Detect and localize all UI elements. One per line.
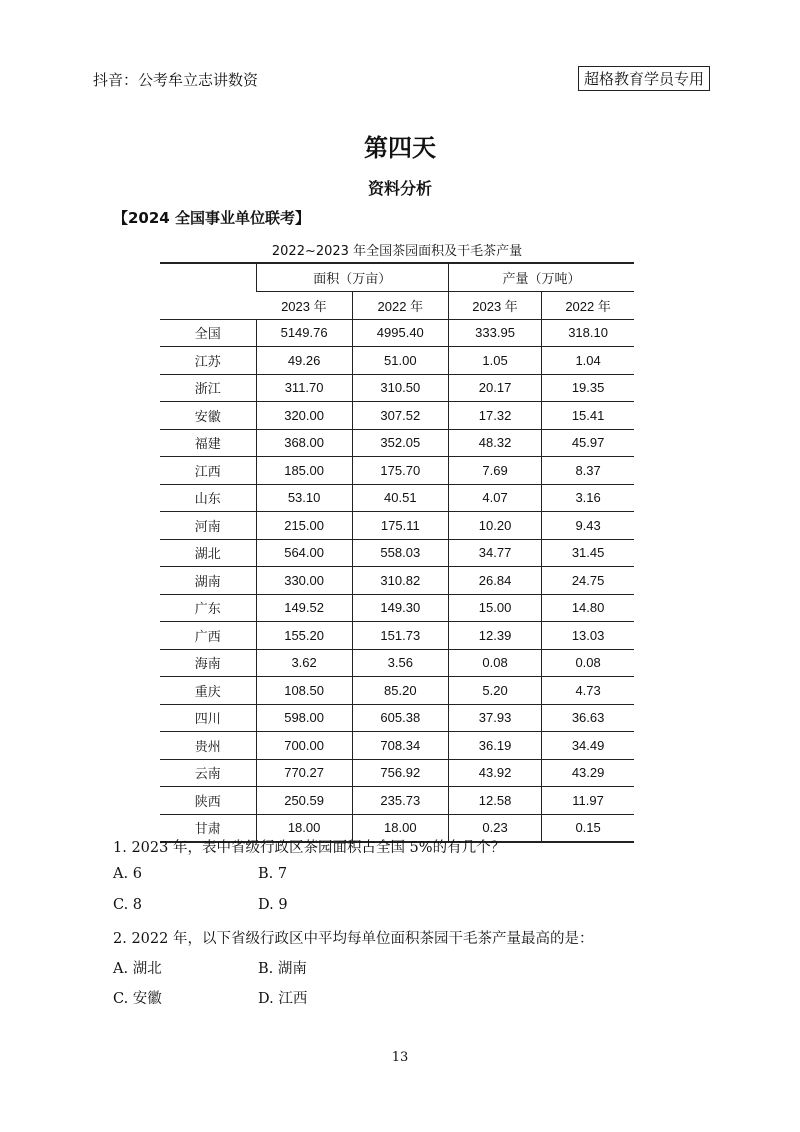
year-header-output-2022: 2022 年 xyxy=(542,291,634,319)
region-cell: 江西 xyxy=(160,457,256,485)
area-2023-cell: 3.62 xyxy=(256,649,352,677)
region-cell: 湖南 xyxy=(160,567,256,595)
area-2022-cell: 307.52 xyxy=(352,402,448,430)
output-2022-cell: 31.45 xyxy=(542,539,634,567)
table-group-header-row xyxy=(160,263,634,291)
page-number: 13 xyxy=(391,1050,409,1065)
year-header-area-2023: 2023 年 xyxy=(256,291,352,319)
output-2023-cell: 48.32 xyxy=(448,429,541,457)
question-1-option-c: C. 8 xyxy=(113,897,143,913)
table-row xyxy=(160,787,634,815)
header-right-badge: 超格教育学员专用 xyxy=(578,66,710,91)
output-2022-cell: 43.29 xyxy=(542,759,634,787)
area-2022-cell: 756.92 xyxy=(352,759,448,787)
question-2-option-c: C. 安徽 xyxy=(113,991,162,1007)
page-subtitle: 资料分析 xyxy=(367,179,432,198)
question-1-option-d: D. 9 xyxy=(258,897,288,913)
output-2022-cell: 11.97 xyxy=(542,787,634,815)
area-2023-cell: 770.27 xyxy=(256,759,352,787)
area-2022-cell: 4995.40 xyxy=(352,319,448,347)
output-2023-cell: 10.20 xyxy=(448,512,541,540)
output-2022-cell: 19.35 xyxy=(542,374,634,402)
area-2023-cell: 320.00 xyxy=(256,402,352,430)
table-row xyxy=(160,704,634,732)
area-2022-cell: 40.51 xyxy=(352,484,448,512)
output-2022-cell: 36.63 xyxy=(542,704,634,732)
area-2023-cell: 49.26 xyxy=(256,347,352,375)
output-2022-cell: 318.10 xyxy=(542,319,634,347)
region-cell: 四川 xyxy=(160,704,256,732)
area-2023-cell: 18.00 xyxy=(256,814,352,842)
area-2022-cell: 3.56 xyxy=(352,649,448,677)
region-cell: 广东 xyxy=(160,594,256,622)
output-2023-cell: 43.92 xyxy=(448,759,541,787)
area-2023-cell: 53.10 xyxy=(256,484,352,512)
region-cell: 福建 xyxy=(160,429,256,457)
area-2023-cell: 598.00 xyxy=(256,704,352,732)
table-caption: 2022~2023 年全国茶园面积及干毛茶产量 xyxy=(271,244,523,259)
output-2022-cell: 4.73 xyxy=(542,677,634,705)
output-2023-cell: 26.84 xyxy=(448,567,541,595)
region-cell: 湖北 xyxy=(160,539,256,567)
output-2023-cell: 5.20 xyxy=(448,677,541,705)
output-2023-cell: 12.58 xyxy=(448,787,541,815)
area-2022-cell: 605.38 xyxy=(352,704,448,732)
table-row xyxy=(160,649,634,677)
area-2022-cell: 175.11 xyxy=(352,512,448,540)
output-2022-cell: 0.08 xyxy=(542,649,634,677)
region-cell: 陕西 xyxy=(160,787,256,815)
output-2023-cell: 36.19 xyxy=(448,732,541,760)
output-2022-cell: 9.43 xyxy=(542,512,634,540)
table-row xyxy=(160,759,634,787)
output-2023-cell: 1.05 xyxy=(448,347,541,375)
region-cell: 全国 xyxy=(160,319,256,347)
year-header-area-2022: 2022 年 xyxy=(352,291,448,319)
question-1-option-a: A. 6 xyxy=(113,866,142,882)
table-row xyxy=(160,567,634,595)
area-2023-cell: 700.00 xyxy=(256,732,352,760)
question-2-option-b: B. 湖南 xyxy=(258,961,307,977)
table-row xyxy=(160,402,634,430)
table-row xyxy=(160,319,634,347)
output-2022-cell: 1.04 xyxy=(542,347,634,375)
output-2022-cell: 24.75 xyxy=(542,567,634,595)
output-2022-cell: 34.49 xyxy=(542,732,634,760)
region-cell: 江苏 xyxy=(160,347,256,375)
output-2023-cell: 4.07 xyxy=(448,484,541,512)
area-2022-cell: 151.73 xyxy=(352,622,448,650)
output-2023-cell: 7.69 xyxy=(448,457,541,485)
table-row xyxy=(160,512,634,540)
table-row xyxy=(160,677,634,705)
area-2023-cell: 368.00 xyxy=(256,429,352,457)
region-cell: 山东 xyxy=(160,484,256,512)
area-2022-cell: 18.00 xyxy=(352,814,448,842)
tea-data-table xyxy=(160,262,634,843)
table-row xyxy=(160,732,634,760)
output-2023-cell: 333.95 xyxy=(448,319,541,347)
area-2023-cell: 250.59 xyxy=(256,787,352,815)
area-2022-cell: 352.05 xyxy=(352,429,448,457)
area-2023-cell: 330.00 xyxy=(256,567,352,595)
area-2022-cell: 708.34 xyxy=(352,732,448,760)
table-row xyxy=(160,539,634,567)
output-2022-cell: 8.37 xyxy=(542,457,634,485)
output-2023-cell: 0.08 xyxy=(448,649,541,677)
region-cell: 海南 xyxy=(160,649,256,677)
area-2022-cell: 310.50 xyxy=(352,374,448,402)
exam-source: 【2024 全国事业单位联考】 xyxy=(113,209,310,227)
output-2023-cell: 0.23 xyxy=(448,814,541,842)
question-1-text: 1. 2023 年，表中省级行政区茶园面积占全国 5%的有几个？ xyxy=(113,840,506,856)
area-2022-cell: 310.82 xyxy=(352,567,448,595)
area-2023-cell: 149.52 xyxy=(256,594,352,622)
area-2023-cell: 108.50 xyxy=(256,677,352,705)
area-2022-cell: 51.00 xyxy=(352,347,448,375)
output-2023-cell: 34.77 xyxy=(448,539,541,567)
output-2023-cell: 37.93 xyxy=(448,704,541,732)
area-2022-cell: 235.73 xyxy=(352,787,448,815)
area-2023-cell: 185.00 xyxy=(256,457,352,485)
year-header-output-2023: 2023 年 xyxy=(448,291,541,319)
region-cell: 贵州 xyxy=(160,732,256,760)
output-2023-cell: 17.32 xyxy=(448,402,541,430)
area-2022-cell: 149.30 xyxy=(352,594,448,622)
output-group-header: 产量（万吨） xyxy=(448,263,634,291)
question-2-option-a: A. 湖北 xyxy=(113,961,162,977)
area-2023-cell: 5149.76 xyxy=(256,319,352,347)
output-2022-cell: 3.16 xyxy=(542,484,634,512)
output-2022-cell: 13.03 xyxy=(542,622,634,650)
area-2022-cell: 85.20 xyxy=(352,677,448,705)
table-body xyxy=(160,319,634,842)
area-group-header: 面积（万亩） xyxy=(256,263,448,291)
region-cell: 广西 xyxy=(160,622,256,650)
region-cell: 浙江 xyxy=(160,374,256,402)
output-2022-cell: 0.15 xyxy=(542,814,634,842)
question-1-option-b: B. 7 xyxy=(258,866,288,882)
table-row xyxy=(160,429,634,457)
area-2022-cell: 175.70 xyxy=(352,457,448,485)
area-2023-cell: 215.00 xyxy=(256,512,352,540)
region-cell: 河南 xyxy=(160,512,256,540)
question-2-option-d: D. 江西 xyxy=(258,991,308,1007)
table-row xyxy=(160,484,634,512)
output-2022-cell: 14.80 xyxy=(542,594,634,622)
region-cell: 安徽 xyxy=(160,402,256,430)
table-row xyxy=(160,374,634,402)
region-header-cell xyxy=(160,263,256,319)
table-row xyxy=(160,594,634,622)
region-cell: 甘肃 xyxy=(160,814,256,842)
output-2023-cell: 20.17 xyxy=(448,374,541,402)
region-cell: 云南 xyxy=(160,759,256,787)
table-row xyxy=(160,457,634,485)
page-title: 第四天 xyxy=(364,134,436,162)
header-left-text: 抖音：公考牟立志讲数资 xyxy=(93,71,259,89)
area-2023-cell: 311.70 xyxy=(256,374,352,402)
region-cell: 重庆 xyxy=(160,677,256,705)
table-row xyxy=(160,347,634,375)
output-2023-cell: 15.00 xyxy=(448,594,541,622)
area-2023-cell: 564.00 xyxy=(256,539,352,567)
output-2022-cell: 15.41 xyxy=(542,402,634,430)
output-2023-cell: 12.39 xyxy=(448,622,541,650)
table-row xyxy=(160,622,634,650)
output-2022-cell: 45.97 xyxy=(542,429,634,457)
question-2-text: 2. 2022 年，以下省级行政区中平均每单位面积茶园干毛茶产量最高的是： xyxy=(113,931,594,947)
area-2022-cell: 558.03 xyxy=(352,539,448,567)
area-2023-cell: 155.20 xyxy=(256,622,352,650)
